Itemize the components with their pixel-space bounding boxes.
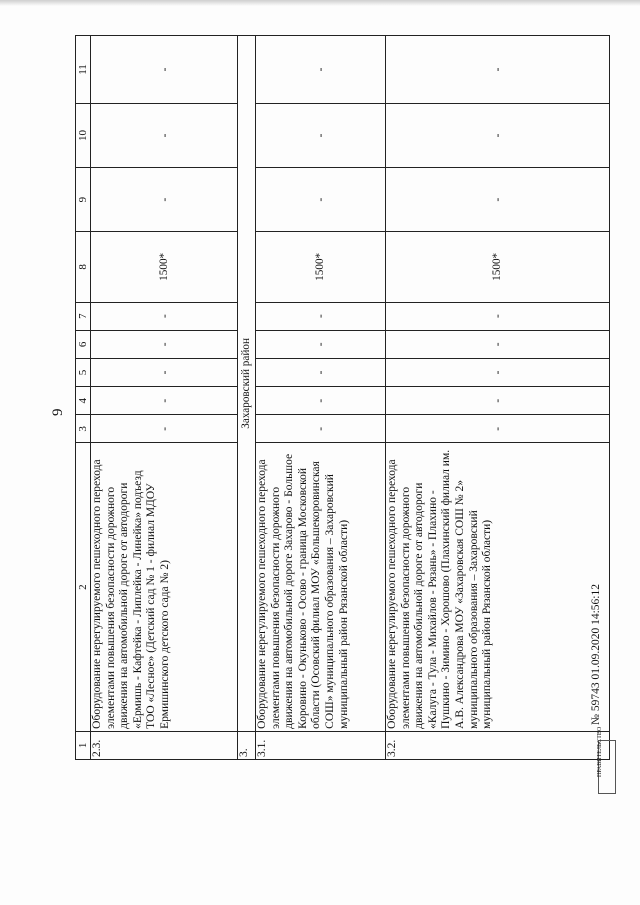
value-cell: - bbox=[386, 103, 610, 167]
value-cell: - bbox=[386, 302, 610, 330]
value-cell: - bbox=[91, 358, 238, 386]
value-cell: - bbox=[386, 387, 610, 415]
header-cell: 11 bbox=[76, 36, 91, 104]
header-row bbox=[76, 36, 91, 760]
header-cell: 8 bbox=[76, 232, 91, 302]
section-title: Захаровский район bbox=[238, 36, 256, 732]
header-cell: 5 bbox=[76, 358, 91, 386]
header-cell: 10 bbox=[76, 103, 91, 167]
header-cell: 2 bbox=[76, 443, 91, 731]
value-cell: - bbox=[256, 358, 386, 386]
section-row bbox=[238, 36, 256, 760]
value-cell: - bbox=[256, 168, 386, 232]
value-cell: - bbox=[91, 415, 238, 443]
row-number: 3.1. bbox=[256, 731, 386, 759]
value-cell: 1500* bbox=[91, 232, 238, 302]
value-cell: - bbox=[91, 36, 238, 104]
row-number: 3.2. bbox=[386, 731, 610, 759]
value-cell: - bbox=[256, 330, 386, 358]
row-description: Оборудование нерегулируемого пешеходного перехода элементами повышения безопасности дорожного движения на автомобильной дороге от автодороги «Ермишь - Кафтейка - Липлейка - Линейка» подъезд ТОО «Лесное» (Детский сад № 1 - филиал МДОУ Ермишинского детского сада № 2) bbox=[91, 443, 238, 731]
value-cell: - bbox=[91, 387, 238, 415]
value-cell: - bbox=[256, 36, 386, 104]
section-number: 3. bbox=[238, 731, 256, 759]
header-cell: 6 bbox=[76, 330, 91, 358]
value-cell: - bbox=[256, 302, 386, 330]
value-cell: - bbox=[386, 415, 610, 443]
value-cell: - bbox=[256, 103, 386, 167]
row-description: Оборудование нерегулируемого пешеходного перехода элементами повышения безопасности дорожного движения на автомобильной дороге от автодороги «Калуга - Тула - Михайлов - Рязань» - Плахино - Пушкино - Зимино - Хорошово (Плахинский филиал им. А.В. Александрова МОУ «Захаровская СОШ № 2» муниципального образования – Захаровский муниципальный район Рязанской области) bbox=[386, 443, 610, 731]
header-cell: 9 bbox=[76, 168, 91, 232]
value-cell: - bbox=[91, 103, 238, 167]
value-cell: - bbox=[91, 330, 238, 358]
value-cell: - bbox=[256, 415, 386, 443]
value-cell: - bbox=[91, 168, 238, 232]
table-row bbox=[256, 36, 386, 760]
value-cell: 1500* bbox=[256, 232, 386, 302]
header-cell: 3 bbox=[76, 415, 91, 443]
table-row bbox=[91, 36, 238, 760]
data-table bbox=[75, 35, 610, 760]
header-cell: 7 bbox=[76, 302, 91, 330]
header-cell: 1 bbox=[76, 731, 91, 759]
value-cell: - bbox=[91, 302, 238, 330]
value-cell: - bbox=[386, 36, 610, 104]
table-row bbox=[386, 36, 610, 760]
stamp-text: ПРАВИТЕЛЬСТВО bbox=[597, 726, 603, 777]
rotated-table-wrapper bbox=[75, 35, 610, 760]
page-number: 9 bbox=[50, 408, 66, 416]
value-cell: 1500* bbox=[386, 232, 610, 302]
document-registration-number: № 59743 01.09.2020 14:56:12 bbox=[590, 584, 602, 725]
value-cell: - bbox=[256, 387, 386, 415]
row-description: Оборудование нерегулируемого пешеходного перехода элементами повышения безопасности дорожного движения на автомобильной дороге Захарово - Большое Коровино - Окуньково - Осово - граница Московской области (Осовский филиал МОУ «Большекоровинская СОШ» муниципального образования – Захаровский муниципальный район Рязанской области) bbox=[256, 443, 386, 731]
scan-edge bbox=[0, 0, 640, 6]
header-cell: 4 bbox=[76, 387, 91, 415]
row-number: 2.3. bbox=[91, 731, 238, 759]
value-cell: - bbox=[386, 358, 610, 386]
value-cell: - bbox=[386, 168, 610, 232]
value-cell: - bbox=[386, 330, 610, 358]
seal-stamp bbox=[597, 726, 616, 794]
